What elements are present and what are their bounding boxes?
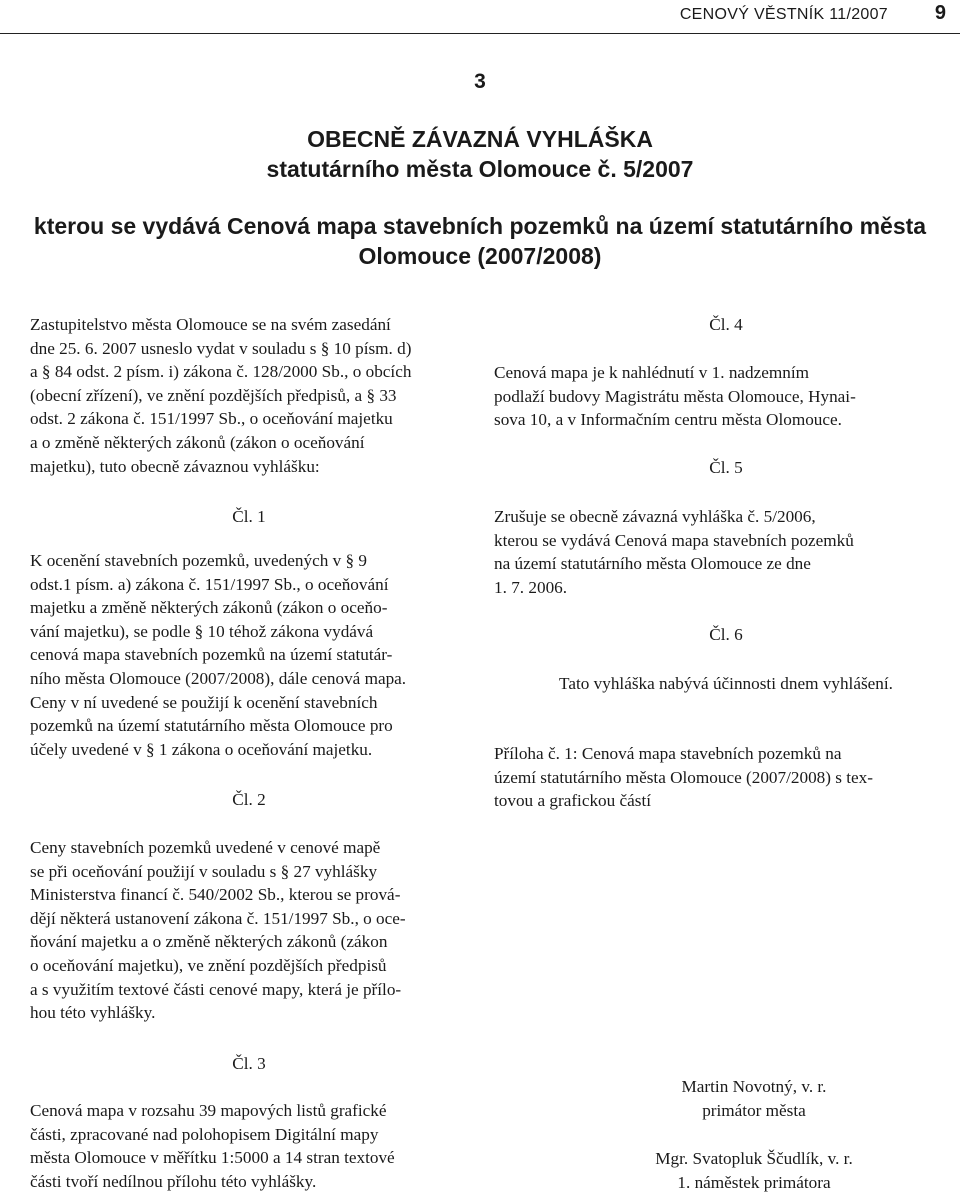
article-5-text bbox=[494, 505, 958, 599]
text-line: Zrušuje se obecně závazná vyhláška č. 5/2006, bbox=[494, 507, 816, 526]
article-6-text: Tato vyhláška nabývá účinnosti dnem vyhlášení. bbox=[559, 674, 893, 693]
text-line: a s využitím textové části cenové mapy, která je přílo- bbox=[30, 979, 402, 999]
article-3-heading: Čl. 3 bbox=[232, 1054, 266, 1073]
document-number: 3 bbox=[474, 70, 486, 93]
article-1-text bbox=[30, 549, 468, 761]
text-line: Cenová mapa v rozsahu 39 mapových listů grafické bbox=[30, 1101, 387, 1120]
document-subtitle: kterou se vydává Cenová mapa stavebních pozemků na území statutárního města bbox=[33, 213, 927, 239]
text-line: o oceňování majetku), ve znění pozdějších předpisů bbox=[30, 955, 387, 975]
text-line: se při oceňování použijí v souladu s § 27 vyhlášky bbox=[30, 861, 378, 881]
document-subtitle-line2: Olomouce (2007/2008) bbox=[358, 243, 602, 269]
signatory-name: Mgr. Svatopluk Ščudlík, v. r. bbox=[655, 1149, 853, 1168]
text-line: hou této vyhlášky. bbox=[30, 1003, 156, 1023]
text-line: Zastupitelstvo města Olomouce se na svém zasedání bbox=[30, 315, 391, 334]
text-line: a § 84 odst. 2 písm. i) zákona č. 128/2000 Sb., o obcích bbox=[30, 362, 412, 382]
text-line: části, zpracované nad polohopisem Digitální mapy bbox=[30, 1124, 379, 1144]
text-line: dějí některá ustanovení zákona č. 151/1997 Sb., o oce- bbox=[30, 908, 406, 928]
page-number: 9 bbox=[934, 2, 946, 24]
text-line: podlaží budovy Magistrátu města Olomouce, Hynai- bbox=[494, 386, 856, 406]
intro-paragraph bbox=[30, 313, 468, 478]
document-title: OBECNĚ ZÁVAZNÁ VYHLÁŠKA bbox=[307, 126, 653, 152]
text-line: majetku), tuto obecně závaznou vyhlášku: bbox=[30, 456, 320, 476]
text-line: (obecní zřízení), ve znění pozdějších předpisů, a § 33 bbox=[30, 385, 397, 405]
text-line: účely uvedené v § 1 zákona o oceňování majetku. bbox=[30, 739, 373, 759]
signatory-role: primátor města bbox=[702, 1100, 806, 1120]
text-line: ního města Olomouce (2007/2008), dále cenová mapa. bbox=[30, 668, 407, 688]
text-line: odst.1 písm. a) zákona č. 151/1997 Sb., o oceňování bbox=[30, 574, 389, 594]
article-6-heading: Čl. 6 bbox=[709, 625, 743, 644]
article-5-heading: Čl. 5 bbox=[709, 458, 743, 477]
text-line: pozemků na území statutárního města Olomouce pro bbox=[30, 716, 393, 736]
annex-note bbox=[494, 742, 958, 813]
text-line: dne 25. 6. 2007 usneslo vydat v souladu s § 10 písm. d) bbox=[30, 338, 412, 358]
text-line: Ceny stavebních pozemků uvedené v cenové mapě bbox=[30, 838, 381, 857]
text-line: a o změně některých zákonů (zákon o oceňování bbox=[30, 432, 365, 452]
document-title-line2: statutárního města Olomouce č. 5/2007 bbox=[266, 156, 694, 182]
article-2-text bbox=[30, 836, 468, 1025]
text-line: Cenová mapa je k nahlédnutí v 1. nadzemním bbox=[494, 363, 810, 382]
article-4-text bbox=[494, 361, 958, 432]
signatory-name: Martin Novotný, v. r. bbox=[681, 1077, 827, 1096]
text-line: ňování majetku a o změně některých zákonů (zákon bbox=[30, 932, 388, 952]
signature-block-mayor bbox=[574, 1075, 934, 1122]
text-line: tovou a grafickou částí bbox=[494, 791, 652, 811]
text-line: sova 10, a v Informačním centru města Olomouce. bbox=[494, 410, 842, 430]
text-line: cenová mapa stavebních pozemků na území statutár- bbox=[30, 645, 393, 665]
text-line: K ocenění stavebních pozemků, uvedených v § 9 bbox=[30, 551, 367, 570]
article-3-text bbox=[30, 1099, 468, 1193]
signature-block-deputy bbox=[574, 1147, 934, 1194]
article-4-heading: Čl. 4 bbox=[709, 315, 743, 334]
journal-title: CENOVÝ VĚSTNÍK 11/2007 bbox=[679, 6, 888, 23]
text-line: části tvoří nedílnou přílohu této vyhlášky. bbox=[30, 1171, 317, 1191]
text-line: vání majetku), se podle § 10 téhož zákona vydává bbox=[30, 621, 374, 641]
text-line: kterou se vydává Cenová mapa stavebních pozemků bbox=[494, 530, 854, 550]
text-line: 1. 7. 2006. bbox=[494, 577, 568, 597]
text-line: na území statutárního města Olomouce ze dne bbox=[494, 554, 811, 574]
text-line: Ministerstva financí č. 540/2002 Sb., kterou se prová- bbox=[30, 885, 401, 905]
article-2-heading: Čl. 2 bbox=[232, 790, 266, 809]
page-header bbox=[0, 0, 960, 34]
text-line: odst. 2 zákona č. 151/1997 Sb., o oceňování majetku bbox=[30, 409, 393, 429]
signatory-role: 1. náměstek primátora bbox=[677, 1172, 831, 1192]
text-line: Ceny v ní uvedené se použijí k ocenění stavebních bbox=[30, 692, 378, 712]
text-line: území statutárního města Olomouce (2007/2008) s tex- bbox=[494, 767, 873, 787]
text-line: města Olomouce v měřítku 1:5000 a 14 stran textové bbox=[30, 1148, 395, 1168]
article-1-heading: Čl. 1 bbox=[232, 507, 266, 526]
text-line: Příloha č. 1: Cenová mapa stavebních pozemků na bbox=[494, 744, 842, 763]
text-line: majetku a změně některých zákonů (zákon o oceňo- bbox=[30, 598, 388, 618]
